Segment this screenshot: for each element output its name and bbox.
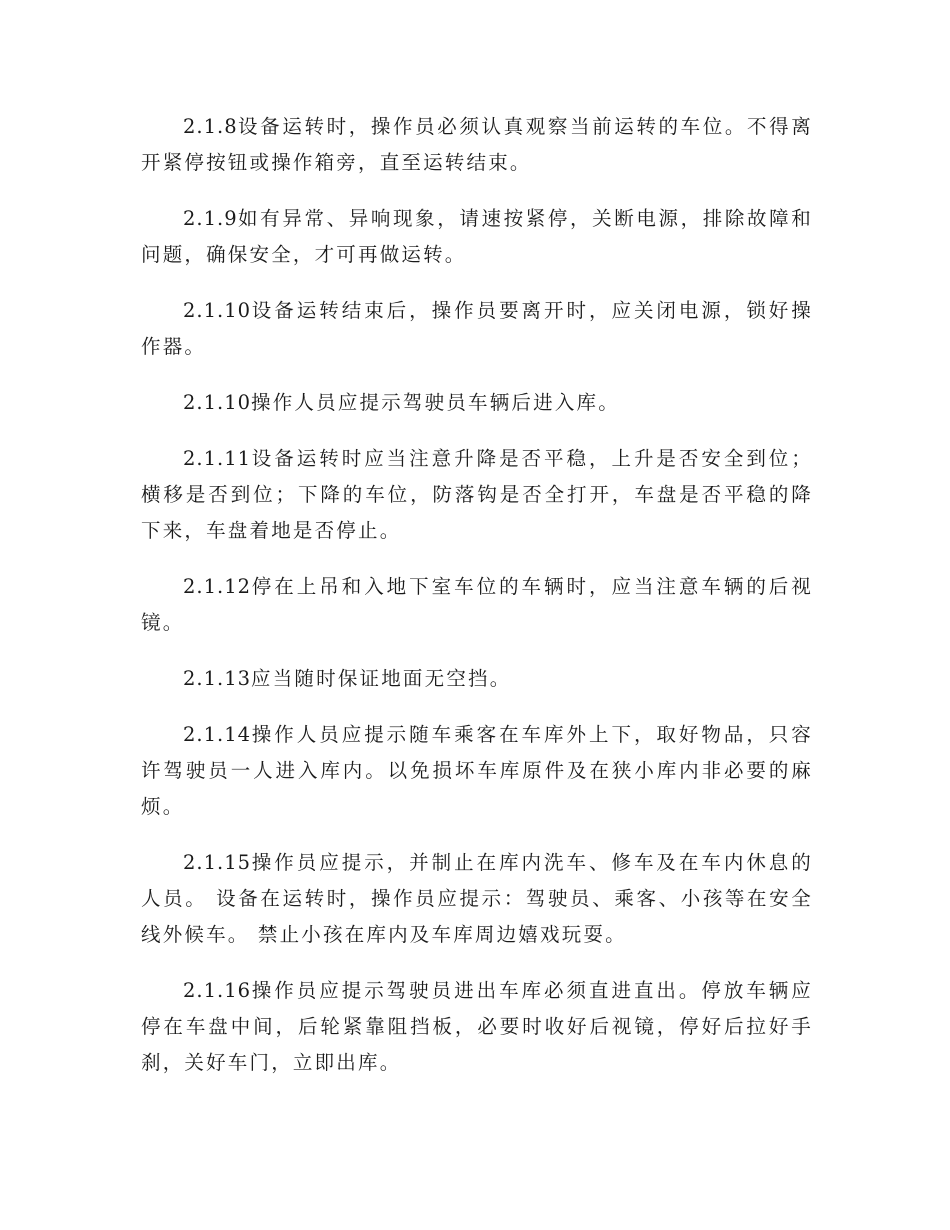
clause-number: 2.1.13 [183,667,252,690]
clause-text: 如有异常、异响现象，请速按紧停，关断电源，排除故障和问题，确保安全，才可再做运转。 [141,207,813,266]
clause-text: 操作人员应提示驾驶员车辆后进入库。 [251,391,620,414]
paragraph-2-1-13 [141,661,813,697]
clause-number: 2.1.14 [183,723,252,746]
document-body [141,109,813,1101]
clause-text: 设备运转时，操作员必须认真观察当前运转的车位。不得离开紧停按钮或操作箱旁，直至运转结束。 [141,115,813,174]
clause-text: 操作员应提示驾驶员进出车库必须直进直出。停放车辆应停在车盘中间，后轮紧靠阻挡板，必要时收好后视镜，停好后拉好手刹，关好车门，立即出库。 [141,979,813,1074]
paragraph-2-1-11 [141,441,813,549]
clause-number: 2.1.9 [183,207,238,230]
clause-number: 2.1.11 [183,447,252,470]
paragraph-2-1-14 [141,717,813,825]
paragraph-2-1-15 [141,845,813,953]
clause-number: 2.1.15 [183,851,252,874]
clause-number: 2.1.10 [183,391,252,414]
paragraph-2-1-8 [141,109,813,181]
paragraph-2-1-16 [141,973,813,1081]
clause-number: 2.1.8 [183,115,238,138]
clause-number: 2.1.16 [183,979,252,1002]
clause-text: 设备运转时应当注意升降是否平稳，上升是否安全到位；横移是否到位；下降的车位，防落钩是否全打开，车盘是否平稳的降下来，车盘着地是否停止。 [141,447,813,542]
paragraph-2-1-12 [141,569,813,641]
paragraph-2-1-10-b [141,385,813,421]
clause-text: 操作员应提示，并制止在库内洗车、修车及在车内休息的人员。 设备在运转时，操作员应提示：驾驶员、乘客、小孩等在安全线外候车。 禁止小孩在库内及车库周边嬉戏玩耍。 [141,851,813,946]
clause-number: 2.1.10 [183,299,252,322]
clause-text: 设备运转结束后，操作员要离开时，应关闭电源，锁好操作器。 [141,299,813,358]
clause-text: 应当随时保证地面无空挡。 [251,667,512,690]
clause-number: 2.1.12 [183,575,252,598]
paragraph-2-1-10-a [141,293,813,365]
clause-text: 停在上吊和入地下室车位的车辆时，应当注意车辆的后视镜。 [141,575,813,634]
clause-text: 操作人员应提示随车乘客在车库外上下，取好物品，只容许驾驶员一人进入库内。以免损坏车库原件及在狭小库内非必要的麻烦。 [141,723,813,818]
paragraph-2-1-9 [141,201,813,273]
